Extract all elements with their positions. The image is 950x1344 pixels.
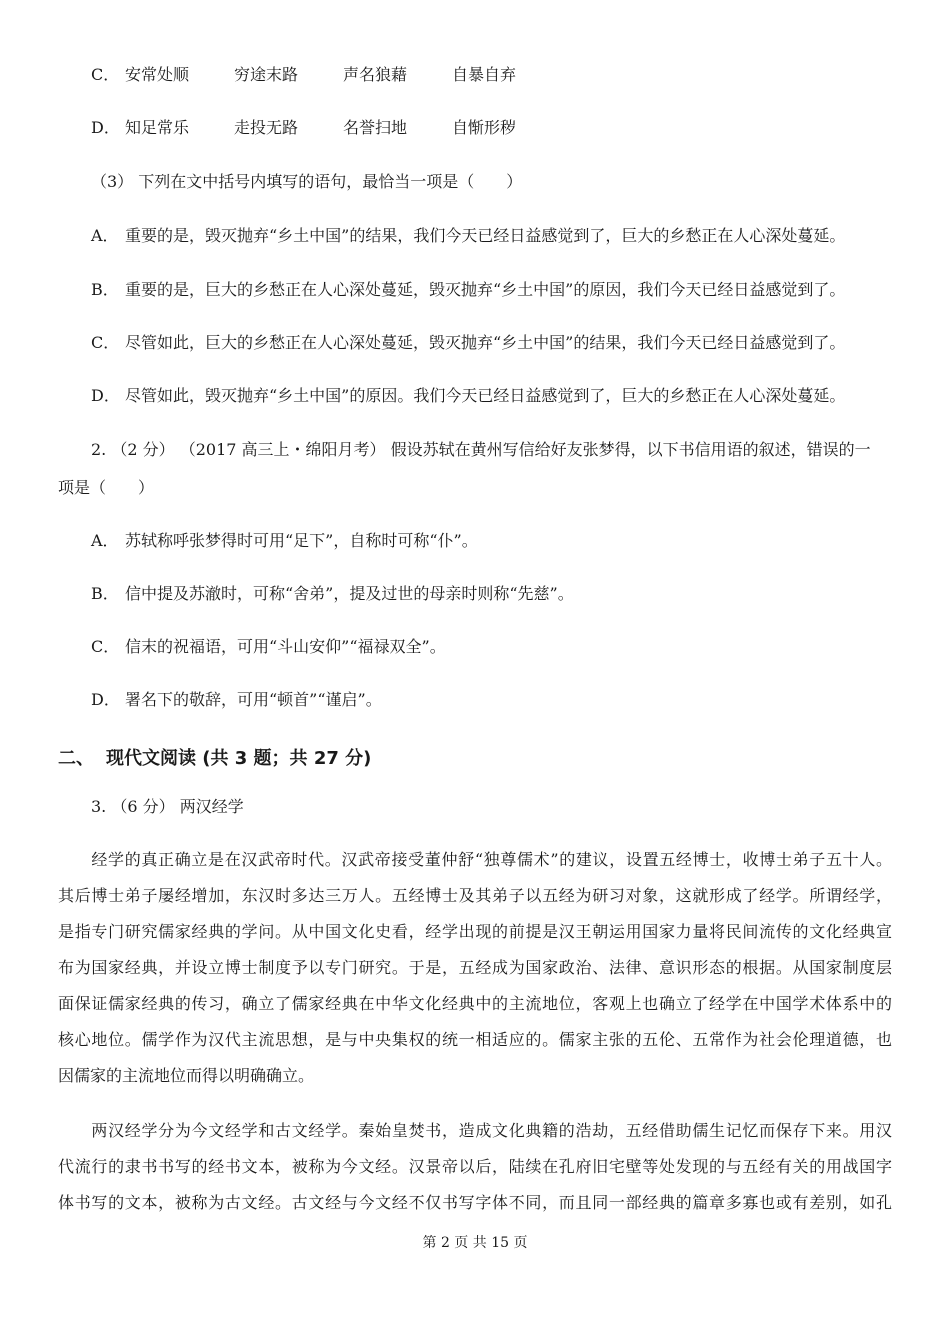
option-text: 苏轼称呼张梦得时可用“足下”，自称时可称“仆”。 xyxy=(125,531,478,550)
option-text: 信中提及苏澈时，可称“舍弟”，提及过世的母亲时则称“先慈”。 xyxy=(125,584,574,603)
option-text: 重要的是，毁灭抛弃“乡土中国”的结果，我们今天已经日益感觉到了，巨大的乡愁正在人心深处蔓延。 xyxy=(125,226,846,245)
option-text: 署名下的敬辞，可用“顿首”“谨启”。 xyxy=(125,690,382,709)
passage-line: 体书写的文本，被称为古文经。古文经与今文经不仅书写字体不同，而且同一部经典的篇章多寡也或有差别，如孔 xyxy=(58,1193,892,1212)
passage-line: 经学的真正确立是在汉武帝时代。汉武帝接受董仲舒“独尊儒术”的建议，设置五经博士，收博士弟子五十人。 xyxy=(58,850,892,869)
q1-option-c xyxy=(91,65,571,85)
q1-sub3-option-d xyxy=(91,386,845,406)
option-label: B． xyxy=(91,280,119,299)
option-text: 重要的是，巨大的乡愁正在人心深处蔓延，毁灭抛弃“乡土中国”的原因，我们今天已经日益感觉到了。 xyxy=(125,280,846,299)
page-footer: 第 2 页 共 15 页 xyxy=(422,1235,528,1251)
option-label: D． xyxy=(91,386,120,405)
q1-sub3-option-a xyxy=(91,226,845,246)
q2-option-c xyxy=(91,637,446,657)
option-label: A． xyxy=(91,531,119,550)
option-word: 名誉扫地 xyxy=(343,118,408,137)
q2-stem-line1: 2. （2 分） （2017 高三上・绵阳月考） 假设苏轼在黄州写信给好友张梦得，以下书信用语的叙述，错误的一 xyxy=(91,440,871,459)
passage-line: 代流行的隶书书写的经书文本，被称为今文经。汉景帝以后，陆续在孔府旧宅壁等处发现的与五经有关的用战国字 xyxy=(58,1157,892,1176)
option-text: 尽管如此，毁灭抛弃“乡土中国”的原因。我们今天已经日益感觉到了，巨大的乡愁正在人心深处蔓延。 xyxy=(125,386,846,405)
q2-option-a xyxy=(91,531,478,551)
section-title: 现代文阅读 (共 3 题；共 27 分) xyxy=(106,748,372,769)
option-word: 声名狼藉 xyxy=(343,65,408,84)
option-word: 知足常乐 xyxy=(125,118,190,137)
q2-option-d xyxy=(91,690,382,710)
section-heading xyxy=(58,744,371,770)
option-word: 走投无路 xyxy=(234,118,299,137)
passage-line: 是指专门研究儒家经典的学问。从中国文化史看，经学出现的前提是汉王朝运用国家力量将民间流传的文化经典宣 xyxy=(58,922,892,941)
passage-line: 因儒家的主流地位而得以明确确立。 xyxy=(58,1066,315,1085)
option-label: D． xyxy=(91,118,120,137)
option-label: B． xyxy=(91,584,119,603)
option-word: 穷途末路 xyxy=(234,65,299,84)
q2-option-b xyxy=(91,584,574,604)
passage-line: 两汉经学分为今文经学和古文经学。秦始皇焚书，造成文化典籍的浩劫，五经借助儒生记忆而保存下来。用汉 xyxy=(58,1121,892,1140)
passage-line: 布为国家经典，并设立博士制度予以专门研究。于是，五经成为国家政治、法律、意识形态的根据。从国家制度层 xyxy=(58,958,892,977)
q1-sub3-prompt: （3） 下列在文中括号内填写的语句，最恰当一项是（ ） xyxy=(91,172,523,191)
q1-sub3-option-c xyxy=(91,333,845,353)
option-label: A． xyxy=(91,226,119,245)
option-label: C． xyxy=(91,637,120,656)
option-label: D． xyxy=(91,690,120,709)
option-text: 尽管如此，巨大的乡愁正在人心深处蔓延，毁灭抛弃“乡土中国”的结果，我们今天已经日益感觉到了。 xyxy=(125,333,846,352)
passage-line: 核心地位。儒学作为汉代主流思想，是与中央集权的统一相适应的。儒家主张的五伦、五常作为社会伦理道德，也 xyxy=(58,1030,892,1049)
option-label: C． xyxy=(91,65,120,84)
passage-line: 面保证儒家经典的传习，确立了儒家经典在中华文化经典中的主流地位，客观上也确立了经学在中国学术体系中的 xyxy=(58,994,892,1013)
option-word: 自惭形秽 xyxy=(452,118,517,137)
option-text: 信末的祝福语，可用“斗山安仰”“福禄双全”。 xyxy=(125,637,446,656)
option-word: 自暴自弃 xyxy=(452,65,517,84)
q2-stem-line2: 项是（ ） xyxy=(58,478,155,497)
q3-header: 3. （6 分） 两汉经学 xyxy=(91,797,244,816)
q1-option-d xyxy=(91,118,571,138)
q1-sub3-option-b xyxy=(91,280,845,300)
passage-line: 其后博士弟子屡经增加，东汉时多达三万人。五经博士及其弟子以五经为研习对象，这就形成了经学。所谓经学， xyxy=(58,886,892,905)
section-number: 二、 xyxy=(58,748,94,769)
option-word: 安常处顺 xyxy=(125,65,190,84)
option-label: C． xyxy=(91,333,120,352)
